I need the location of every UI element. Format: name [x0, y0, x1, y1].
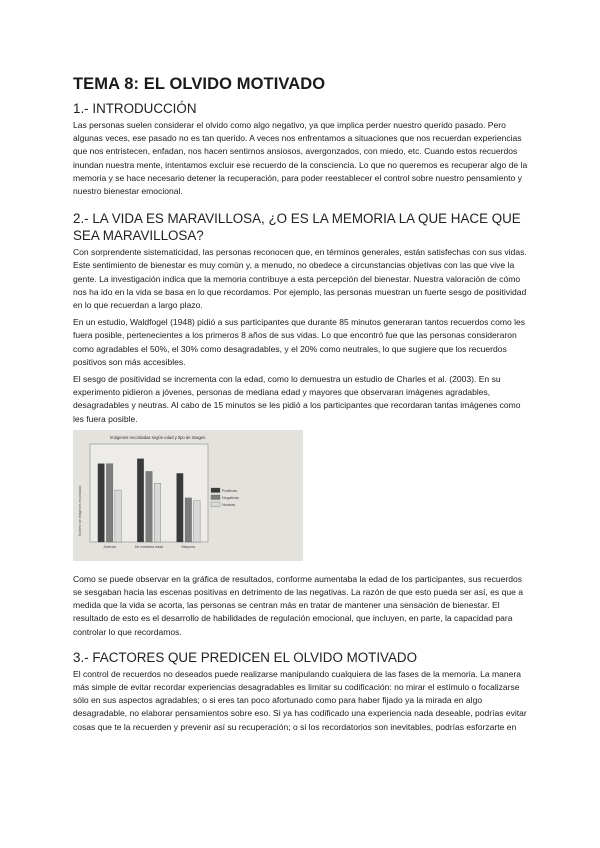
- document-title: TEMA 8: EL OLVIDO MOTIVADO: [73, 75, 326, 93]
- bar-negativas-1: [146, 471, 153, 542]
- x-tick-label-2: Mayores: [181, 544, 196, 549]
- bar-positivas-0: [98, 463, 105, 541]
- bar-neutras-1: [154, 483, 161, 542]
- section-1-heading: 1.- INTRODUCCIÓN: [73, 101, 197, 116]
- section-2-paragraph-3: El sesgo de positividad se incrementa con la edad, como lo demuestra un estudio de Charles et al. (2003). En su experimento pidieron a jóvenes, personas de mediana edad y mayores que observaran imágenes agradables, desagradables y neutras. Al cabo de 15 minutos se les pidió a los participantes que recordaran tantas imágenes como les fuera posible.: [73, 374, 521, 424]
- x-tick-label-1: De mediana edad: [134, 544, 164, 549]
- document-page: [73, 74, 528, 738]
- bar-negativas-0: [106, 463, 113, 541]
- y-axis-label: Número de imágenes recordadas: [78, 485, 82, 536]
- bar-chart: [73, 430, 303, 561]
- bar-neutras-0: [115, 490, 122, 542]
- legend-label-2: Neutras: [222, 502, 236, 507]
- bar-neutras-2: [194, 501, 201, 542]
- section-2-paragraph-2: En un estudio, Waldfogel (1948) pidió a sus participantes que durante 85 minutos generaran tantos recuerdos como les fuera posible, pertenecientes a los primeros 8 años de sus vidas. Lo que encontró fue que las personas consideraron como agradables el 50%, el 30% como desagradables, y el 20% como neutrales, lo que sugiere que los recuerdos positivos son más accesibles.: [73, 317, 525, 367]
- legend-swatch-0: [211, 488, 220, 493]
- section-3-heading: 3.- FACTORES QUE PREDICEN EL OLVIDO MOTIVADO: [73, 649, 418, 665]
- section-3-paragraph-1: El control de recuerdos no deseados puede realizarse manipulando cualquiera de las fases de la memoria. La manera más simple de evitar recordar experiencias desagradables es limitar su codificación: no mirar el estímulo o focalizarse sólo en sus aspectos agradables; o si eres tan poco afortunado como para haber fijado ya la mirada en algo desagradable, no elaborar pensamientos sobre eso. Si ya has codificado una experiencia nada deseable, podrías evitar cosas que te la recuerden y prevenir así su recuperación; o si los recordatorios son inevitables, podrías esforzarte en: [73, 668, 527, 732]
- x-tick-label-0: Jóvenes: [102, 544, 117, 549]
- bar-positivas-2: [177, 473, 184, 542]
- legend-swatch-2: [211, 502, 220, 507]
- results-figure: [73, 430, 303, 561]
- legend-label-0: Positivas: [222, 488, 238, 493]
- section-1-paragraph-1: Las personas suelen considerar el olvido como algo negativo, ya que implica perder nuestro querido pasado. Pero algunas veces, ese pasado no es tan querido. A veces nos enfrentamos a situaciones que nos recuerdan experiencias que nos entristecen, enfadan, nos hacen sentirnos ansiosos, avergonzados, con miedo, etc. Cuando estos recuerdos inundan nuestra mente, intentamos excluir ese recuerdo de la consciencia. Lo que no queremos es recuperar algo de la memoria y se hace necesario detener la recuperación, para poder reestablecer el control sobre nuestro pensamiento y nuestro bienestar emocional.: [73, 120, 528, 197]
- section-2-heading: 2.- LA VIDA ES MARAVILLOSA, ¿O ES LA MEMORIA LA QUE HACE QUE SEA MARAVILLOSA?: [73, 211, 521, 244]
- legend-label-1: Negativas: [222, 495, 239, 500]
- legend-swatch-1: [211, 495, 220, 500]
- section-2-paragraph-1: Con sorprendente sistematicidad, las personas reconocen que, en términos generales, están satisfechas con sus vidas. Este sentimiento de bienestar es muy común y, a menudo, no obedece a circunstancias objetivas con las que vive la gente. La investigación indica que la memoria contribuye a esta percepción del bienestar. Nuestra valoración de cómo nos ha ido en la vida se basa en lo que recordamos. Por ejemplo, las personas muestran un fuerte sesgo de positividad en lo que recuerdan a largo plazo.: [73, 247, 527, 311]
- chart-title: Imágenes recordadas según edad y tipo de imagen: [110, 434, 206, 440]
- bar-negativas-2: [185, 498, 192, 542]
- section-2-paragraph-4: Como se puede observar en la gráfica de resultados, conforme aumentaba la edad de los participantes, sus recuerdos se sesgaban hacia las escenas positivas en detrimento de las negativas. La razón de que esto pueda ser así, es que a medida que la vida se acorta, las personas se centran más en tratar de mantener una sensación de bienestar. El resultado de esto es el desarrollo de habilidades de regulación emocional, que incluyen, en parte, la capacidad para controlar lo que recordamos.: [73, 573, 523, 637]
- bar-positivas-1: [137, 459, 144, 542]
